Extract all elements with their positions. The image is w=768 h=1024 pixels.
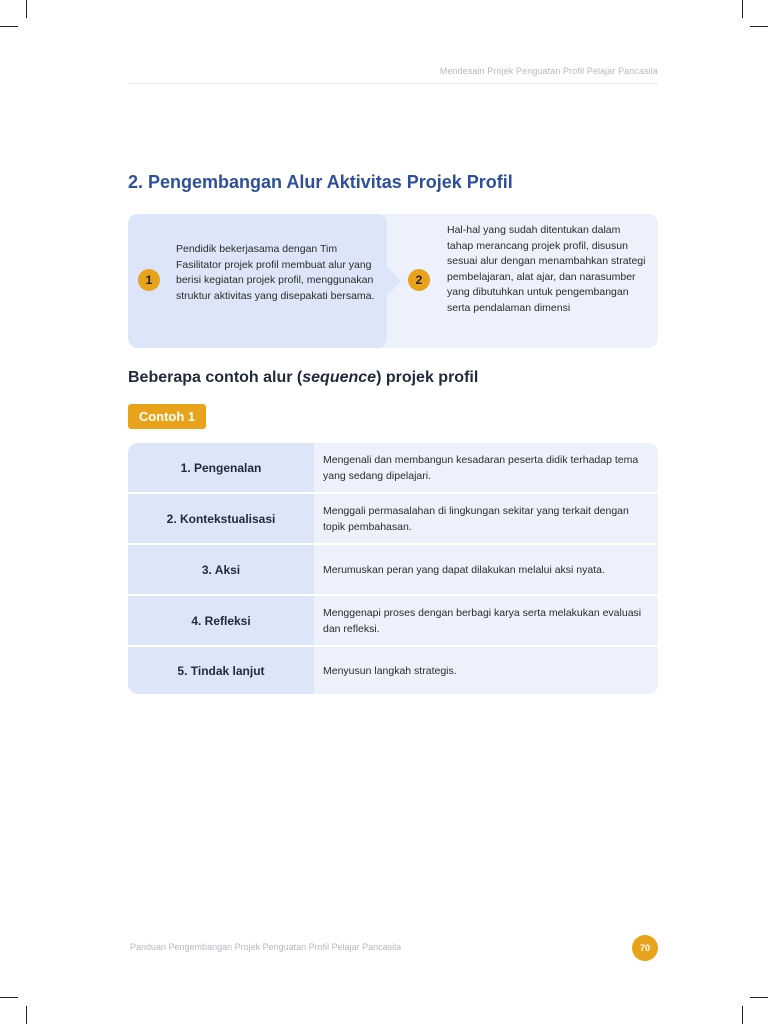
steps-box: [128, 214, 658, 348]
page-number-badge: 70: [632, 935, 658, 961]
sequence-row: [128, 494, 658, 543]
sequence-stage: 4. Refleksi: [128, 596, 314, 645]
sequence-description: Merumuskan peran yang dapat dilakukan melalui aksi nyata.: [314, 545, 658, 594]
sequence-row: [128, 545, 658, 594]
running-footer: Panduan Pengembangan Projek Penguatan Profil Pelajar Pancasila: [130, 942, 402, 952]
sequence-description: Menyusun langkah strategis.: [314, 647, 658, 694]
sequence-table: [128, 443, 658, 694]
step-1-text: Pendidik bekerjasama dengan Tim Fasilitator projek profil membuat alur yang berisi kegiatan projek profil, menggunakan struktur aktivitas yang disepakati bersama.: [176, 243, 375, 302]
sequence-description: Mengenali dan membangun kesadaran peserta didik terhadap tema yang sedang dipelajari.: [314, 443, 658, 492]
sequence-row: [128, 443, 658, 492]
step-1-badge: 1: [138, 269, 160, 291]
examples-heading-italic: sequence: [302, 369, 377, 386]
running-header: Mendesain Projek Penguatan Profil Pelajar Pancasila: [439, 66, 658, 76]
section-title: 2. Pengembangan Alur Aktivitas Projek Profil: [128, 172, 513, 192]
crop-mark-top-right-h: [750, 26, 768, 27]
crop-mark-bottom-right-h: [750, 997, 768, 998]
step-arrow: [387, 266, 401, 296]
crop-mark-top-left-v: [26, 0, 27, 18]
sequence-stage: 3. Aksi: [128, 545, 314, 594]
crop-mark-bottom-right-v: [742, 1006, 743, 1024]
sequence-stage: 2. Kontekstualisasi: [128, 494, 314, 543]
crop-mark-top-left-h: [0, 26, 18, 27]
step-2-badge: 2: [408, 269, 430, 291]
sequence-description: Menggenapi proses dengan berbagi karya serta melakukan evaluasi dan refleksi.: [314, 596, 658, 645]
crop-mark-bottom-left-h: [0, 997, 18, 998]
sequence-description: Menggali permasalahan di lingkungan sekitar yang terkait dengan topik pembahasan.: [314, 494, 658, 543]
examples-heading: Beberapa contoh alur (sequence) projek profil: [128, 369, 479, 386]
header-divider: [128, 83, 658, 84]
step-2-text: Hal-hal yang sudah ditentukan dalam tahap merancang projek profil, disusun sesuai alur dengan menambahkan strategi pembelajaran, alat ajar, dan narasumber yang dibutuhkan untuk pengembangan serta pendalaman dimensi: [447, 224, 646, 314]
crop-mark-top-right-v: [742, 0, 743, 18]
sequence-stage: 5. Tindak lanjut: [128, 647, 314, 694]
sequence-stage: 1. Pengenalan: [128, 443, 314, 492]
crop-mark-bottom-left-v: [26, 1006, 27, 1024]
sequence-row: [128, 647, 658, 694]
sequence-row: [128, 596, 658, 645]
example-1-tag: Contoh 1: [128, 404, 206, 429]
